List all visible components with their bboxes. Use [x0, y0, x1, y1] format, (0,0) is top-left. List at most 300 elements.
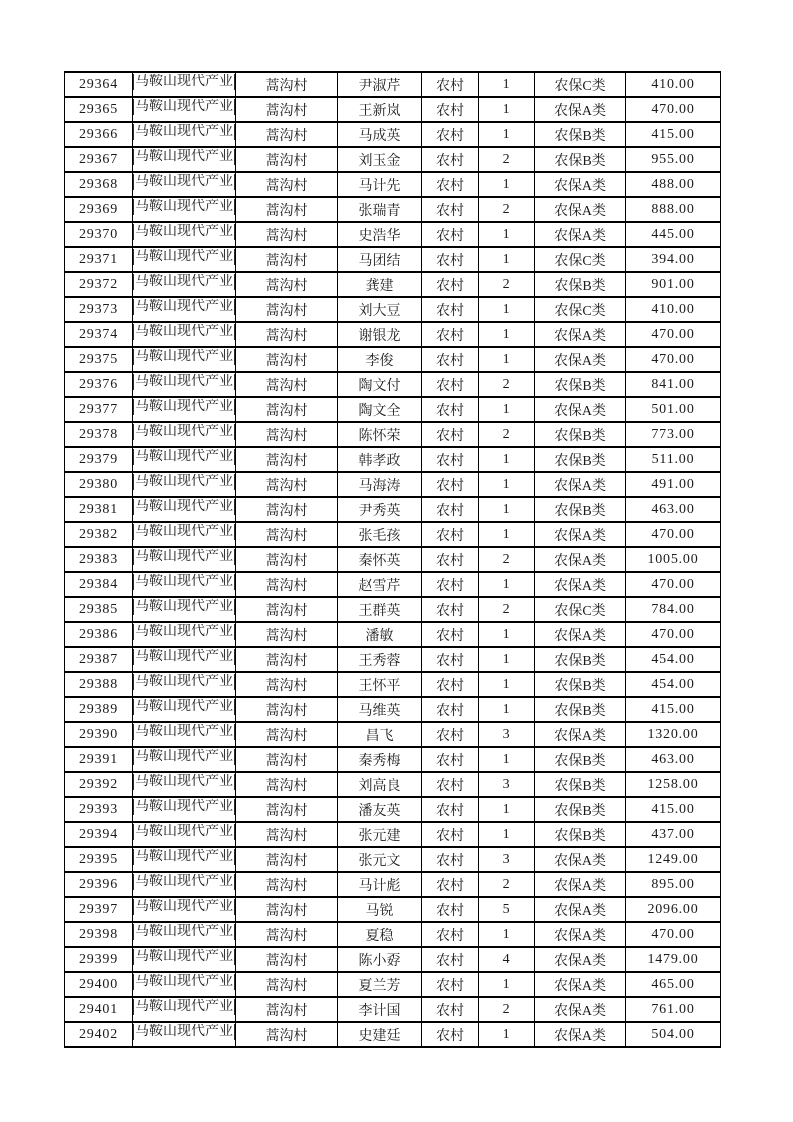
cell-category: 农村: [422, 597, 479, 622]
cell-village: 蒿沟村: [236, 372, 338, 397]
cell-person-name: 昌飞: [338, 722, 422, 747]
table-row: [65, 672, 721, 697]
cell-person-count: 1: [479, 672, 535, 697]
cell-insurance-type: 农保B类: [535, 122, 626, 147]
cell-amount: 1249.00: [626, 847, 721, 872]
cell-insurance-type: 农保B类: [535, 422, 626, 447]
cell-insurance-type: 农保A类: [535, 222, 626, 247]
organization-clipped-text: 马鞍山现代产业: [135, 799, 233, 814]
organization-clipped-text: 马鞍山现代产业: [135, 124, 233, 139]
organization-clipped-text: 马鞍山现代产业: [135, 574, 233, 589]
cell-serial-number: 29395: [65, 847, 133, 872]
cell-village: 蒿沟村: [236, 872, 338, 897]
organization-clipped-text: 马鞍山现代产业: [135, 674, 233, 689]
cell-insurance-type: 农保A类: [535, 922, 626, 947]
cell-amount: 784.00: [626, 597, 721, 622]
cell-serial-number: 29394: [65, 822, 133, 847]
cell-serial-number: 29374: [65, 322, 133, 347]
cell-amount: 470.00: [626, 522, 721, 547]
cell-amount: 437.00: [626, 822, 721, 847]
organization-clipped-text: 马鞍山现代产业: [135, 1024, 233, 1039]
cell-organization: [133, 147, 236, 172]
table-row: [65, 447, 721, 472]
cell-person-name: 李计国: [338, 997, 422, 1022]
table-row: [65, 722, 721, 747]
cell-insurance-type: 农保C类: [535, 247, 626, 272]
cell-village: 蒿沟村: [236, 147, 338, 172]
cell-organization: [133, 972, 236, 997]
cell-category: 农村: [422, 247, 479, 272]
cell-insurance-type: 农保A类: [535, 472, 626, 497]
cell-person-count: 1: [479, 472, 535, 497]
cell-village: 蒿沟村: [236, 747, 338, 772]
cell-village: 蒿沟村: [236, 572, 338, 597]
cell-amount: 465.00: [626, 972, 721, 997]
cell-category: 农村: [422, 872, 479, 897]
cell-category: 农村: [422, 747, 479, 772]
organization-clipped-text: 马鞍山现代产业: [135, 749, 233, 764]
cell-insurance-type: 农保C类: [535, 297, 626, 322]
cell-category: 农村: [422, 622, 479, 647]
cell-village: 蒿沟村: [236, 797, 338, 822]
cell-insurance-type: 农保B类: [535, 747, 626, 772]
cell-amount: 2096.00: [626, 897, 721, 922]
cell-category: 农村: [422, 147, 479, 172]
cell-amount: 1005.00: [626, 547, 721, 572]
cell-category: 农村: [422, 422, 479, 447]
cell-person-name: 夏稳: [338, 922, 422, 947]
cell-organization: [133, 597, 236, 622]
cell-category: 农村: [422, 797, 479, 822]
cell-person-count: 1: [479, 122, 535, 147]
cell-insurance-type: 农保A类: [535, 97, 626, 122]
cell-serial-number: 29387: [65, 647, 133, 672]
cell-person-name: 秦秀梅: [338, 747, 422, 772]
cell-village: 蒿沟村: [236, 622, 338, 647]
cell-person-name: 王秀蓉: [338, 647, 422, 672]
table-row: [65, 847, 721, 872]
cell-organization: [133, 447, 236, 472]
cell-person-name: 潘友英: [338, 797, 422, 822]
cell-serial-number: 29388: [65, 672, 133, 697]
cell-organization: [133, 1022, 236, 1047]
cell-village: 蒿沟村: [236, 647, 338, 672]
cell-person-name: 史浩华: [338, 222, 422, 247]
cell-organization: [133, 172, 236, 197]
cell-category: 农村: [422, 297, 479, 322]
table-row: [65, 972, 721, 997]
cell-organization: [133, 747, 236, 772]
cell-person-count: 1: [479, 172, 535, 197]
cell-person-name: 马计彪: [338, 872, 422, 897]
cell-village: 蒿沟村: [236, 847, 338, 872]
cell-organization: [133, 322, 236, 347]
cell-organization: [133, 222, 236, 247]
cell-person-count: 1: [479, 1022, 535, 1047]
cell-amount: 415.00: [626, 697, 721, 722]
cell-amount: 761.00: [626, 997, 721, 1022]
table-row: [65, 797, 721, 822]
cell-serial-number: 29378: [65, 422, 133, 447]
cell-organization: [133, 122, 236, 147]
cell-person-count: 2: [479, 547, 535, 572]
cell-serial-number: 29391: [65, 747, 133, 772]
cell-serial-number: 29384: [65, 572, 133, 597]
organization-clipped-text: 马鞍山现代产业: [135, 174, 233, 189]
table-row: [65, 922, 721, 947]
cell-organization: [133, 847, 236, 872]
cell-amount: 773.00: [626, 422, 721, 447]
table-row: [65, 397, 721, 422]
cell-village: 蒿沟村: [236, 997, 338, 1022]
cell-amount: 491.00: [626, 472, 721, 497]
cell-person-count: 2: [479, 872, 535, 897]
pension-payment-table: [64, 71, 721, 1048]
cell-amount: 470.00: [626, 347, 721, 372]
cell-amount: 470.00: [626, 622, 721, 647]
table-row: [65, 197, 721, 222]
table-row: [65, 872, 721, 897]
cell-village: 蒿沟村: [236, 822, 338, 847]
cell-serial-number: 29397: [65, 897, 133, 922]
cell-serial-number: 29367: [65, 147, 133, 172]
cell-organization: [133, 947, 236, 972]
table-row: [65, 522, 721, 547]
table-row: [65, 422, 721, 447]
cell-person-count: 1: [479, 622, 535, 647]
cell-insurance-type: 农保B类: [535, 697, 626, 722]
cell-amount: 470.00: [626, 97, 721, 122]
cell-serial-number: 29385: [65, 597, 133, 622]
cell-amount: 463.00: [626, 497, 721, 522]
cell-village: 蒿沟村: [236, 597, 338, 622]
cell-insurance-type: 农保B类: [535, 447, 626, 472]
cell-organization: [133, 772, 236, 797]
cell-insurance-type: 农保B类: [535, 822, 626, 847]
cell-organization: [133, 997, 236, 1022]
cell-insurance-type: 农保A类: [535, 522, 626, 547]
organization-clipped-text: 马鞍山现代产业: [135, 274, 233, 289]
cell-serial-number: 29400: [65, 972, 133, 997]
organization-clipped-text: 马鞍山现代产业: [135, 599, 233, 614]
cell-organization: [133, 472, 236, 497]
cell-insurance-type: 农保A类: [535, 622, 626, 647]
cell-amount: 445.00: [626, 222, 721, 247]
cell-amount: 1479.00: [626, 947, 721, 972]
cell-organization: [133, 672, 236, 697]
cell-village: 蒿沟村: [236, 922, 338, 947]
cell-person-count: 1: [479, 922, 535, 947]
cell-village: 蒿沟村: [236, 397, 338, 422]
table-row: [65, 622, 721, 647]
organization-clipped-text: 马鞍山现代产业: [135, 249, 233, 264]
cell-person-count: 2: [479, 197, 535, 222]
cell-serial-number: 29382: [65, 522, 133, 547]
cell-organization: [133, 897, 236, 922]
organization-clipped-text: 马鞍山现代产业: [135, 374, 233, 389]
table-row: [65, 247, 721, 272]
table-row: [65, 997, 721, 1022]
table-row: [65, 122, 721, 147]
cell-village: 蒿沟村: [236, 672, 338, 697]
cell-category: 农村: [422, 272, 479, 297]
table-body: [65, 72, 721, 1047]
organization-clipped-text: 马鞍山现代产业: [135, 999, 233, 1014]
organization-clipped-text: 马鞍山现代产业: [135, 199, 233, 214]
table-row: [65, 322, 721, 347]
cell-person-count: 1: [479, 522, 535, 547]
cell-person-count: 1: [479, 747, 535, 772]
cell-person-name: 李俊: [338, 347, 422, 372]
cell-category: 农村: [422, 197, 479, 222]
organization-clipped-text: 马鞍山现代产业: [135, 499, 233, 514]
cell-amount: 504.00: [626, 1022, 721, 1047]
organization-clipped-text: 马鞍山现代产业: [135, 699, 233, 714]
cell-insurance-type: 农保A类: [535, 872, 626, 897]
cell-category: 农村: [422, 322, 479, 347]
table-row: [65, 1022, 721, 1047]
cell-person-count: 2: [479, 372, 535, 397]
cell-person-name: 韩孝政: [338, 447, 422, 472]
cell-person-name: 尹淑芹: [338, 72, 422, 97]
organization-clipped-text: 马鞍山现代产业: [135, 974, 233, 989]
cell-person-name: 刘玉金: [338, 147, 422, 172]
cell-insurance-type: 农保A类: [535, 847, 626, 872]
cell-person-name: 马锐: [338, 897, 422, 922]
cell-organization: [133, 522, 236, 547]
cell-person-count: 2: [479, 422, 535, 447]
cell-village: 蒿沟村: [236, 122, 338, 147]
cell-person-count: 1: [479, 697, 535, 722]
cell-person-name: 龚建: [338, 272, 422, 297]
table-row: [65, 222, 721, 247]
cell-category: 农村: [422, 672, 479, 697]
cell-organization: [133, 422, 236, 447]
cell-person-count: 2: [479, 147, 535, 172]
cell-person-count: 1: [479, 72, 535, 97]
cell-village: 蒿沟村: [236, 322, 338, 347]
cell-village: 蒿沟村: [236, 97, 338, 122]
cell-serial-number: 29366: [65, 122, 133, 147]
cell-village: 蒿沟村: [236, 172, 338, 197]
cell-person-count: 3: [479, 847, 535, 872]
cell-serial-number: 29393: [65, 797, 133, 822]
cell-person-name: 秦怀英: [338, 547, 422, 572]
cell-person-name: 马团结: [338, 247, 422, 272]
cell-organization: [133, 872, 236, 897]
cell-serial-number: 29396: [65, 872, 133, 897]
table-row: [65, 147, 721, 172]
cell-village: 蒿沟村: [236, 522, 338, 547]
cell-person-count: 2: [479, 997, 535, 1022]
cell-insurance-type: 农保A类: [535, 972, 626, 997]
cell-person-name: 陈怀荣: [338, 422, 422, 447]
cell-organization: [133, 797, 236, 822]
table-row: [65, 347, 721, 372]
cell-amount: 895.00: [626, 872, 721, 897]
cell-village: 蒿沟村: [236, 222, 338, 247]
cell-category: 农村: [422, 547, 479, 572]
cell-village: 蒿沟村: [236, 272, 338, 297]
cell-organization: [133, 247, 236, 272]
cell-person-count: 1: [479, 347, 535, 372]
cell-insurance-type: 农保C类: [535, 72, 626, 97]
cell-person-name: 张瑞青: [338, 197, 422, 222]
cell-organization: [133, 97, 236, 122]
cell-person-count: 1: [479, 322, 535, 347]
table-row: [65, 497, 721, 522]
cell-insurance-type: 农保A类: [535, 1022, 626, 1047]
table-row: [65, 547, 721, 572]
cell-category: 农村: [422, 697, 479, 722]
organization-clipped-text: 马鞍山现代产业: [135, 299, 233, 314]
cell-insurance-type: 农保A类: [535, 897, 626, 922]
cell-amount: 511.00: [626, 447, 721, 472]
cell-amount: 410.00: [626, 297, 721, 322]
cell-person-count: 5: [479, 897, 535, 922]
cell-category: 农村: [422, 722, 479, 747]
table-row: [65, 772, 721, 797]
table-row: [65, 272, 721, 297]
table-row: [65, 72, 721, 97]
cell-amount: 955.00: [626, 147, 721, 172]
cell-person-count: 3: [479, 772, 535, 797]
cell-insurance-type: 农保A类: [535, 197, 626, 222]
cell-category: 农村: [422, 97, 479, 122]
cell-amount: 1258.00: [626, 772, 721, 797]
cell-amount: 415.00: [626, 797, 721, 822]
cell-person-count: 2: [479, 597, 535, 622]
organization-clipped-text: 马鞍山现代产业: [135, 824, 233, 839]
cell-village: 蒿沟村: [236, 722, 338, 747]
cell-serial-number: 29368: [65, 172, 133, 197]
cell-village: 蒿沟村: [236, 422, 338, 447]
table-row: [65, 747, 721, 772]
organization-clipped-text: 马鞍山现代产业: [135, 874, 233, 889]
cell-serial-number: 29389: [65, 697, 133, 722]
organization-clipped-text: 马鞍山现代产业: [135, 649, 233, 664]
cell-organization: [133, 347, 236, 372]
cell-insurance-type: 农保A类: [535, 997, 626, 1022]
cell-amount: 888.00: [626, 197, 721, 222]
table-row: [65, 897, 721, 922]
organization-clipped-text: 马鞍山现代产业: [135, 549, 233, 564]
cell-person-name: 陈小孬: [338, 947, 422, 972]
cell-person-name: 马计先: [338, 172, 422, 197]
cell-village: 蒿沟村: [236, 197, 338, 222]
cell-organization: [133, 722, 236, 747]
organization-clipped-text: 马鞍山现代产业: [135, 324, 233, 339]
cell-organization: [133, 397, 236, 422]
organization-clipped-text: 马鞍山现代产业: [135, 449, 233, 464]
cell-serial-number: 29392: [65, 772, 133, 797]
cell-insurance-type: 农保A类: [535, 397, 626, 422]
cell-serial-number: 29369: [65, 197, 133, 222]
organization-clipped-text: 马鞍山现代产业: [135, 424, 233, 439]
cell-serial-number: 29401: [65, 997, 133, 1022]
cell-organization: [133, 297, 236, 322]
cell-organization: [133, 922, 236, 947]
cell-insurance-type: 农保B类: [535, 672, 626, 697]
organization-clipped-text: 马鞍山现代产业: [135, 774, 233, 789]
cell-amount: 470.00: [626, 322, 721, 347]
cell-amount: 501.00: [626, 397, 721, 422]
table-row: [65, 472, 721, 497]
cell-village: 蒿沟村: [236, 447, 338, 472]
cell-village: 蒿沟村: [236, 297, 338, 322]
cell-person-name: 刘大豆: [338, 297, 422, 322]
cell-insurance-type: 农保B类: [535, 772, 626, 797]
cell-amount: 901.00: [626, 272, 721, 297]
cell-person-name: 张元建: [338, 822, 422, 847]
cell-person-name: 赵雪芹: [338, 572, 422, 597]
cell-person-name: 马成英: [338, 122, 422, 147]
table-row: [65, 947, 721, 972]
cell-category: 农村: [422, 372, 479, 397]
organization-clipped-text: 马鞍山现代产业: [135, 349, 233, 364]
organization-clipped-text: 马鞍山现代产业: [135, 74, 233, 89]
organization-clipped-text: 马鞍山现代产业: [135, 899, 233, 914]
cell-insurance-type: 农保A类: [535, 572, 626, 597]
cell-insurance-type: 农保B类: [535, 272, 626, 297]
table-row: [65, 172, 721, 197]
table-row: [65, 597, 721, 622]
cell-serial-number: 29398: [65, 922, 133, 947]
cell-serial-number: 29383: [65, 547, 133, 572]
organization-clipped-text: 马鞍山现代产业: [135, 724, 233, 739]
cell-person-count: 1: [479, 97, 535, 122]
cell-person-count: 1: [479, 397, 535, 422]
cell-organization: [133, 372, 236, 397]
cell-category: 农村: [422, 172, 479, 197]
organization-clipped-text: 马鞍山现代产业: [135, 849, 233, 864]
table-row: [65, 572, 721, 597]
cell-amount: 454.00: [626, 647, 721, 672]
cell-person-count: 1: [479, 247, 535, 272]
organization-clipped-text: 马鞍山现代产业: [135, 399, 233, 414]
cell-village: 蒿沟村: [236, 947, 338, 972]
cell-person-count: 1: [479, 222, 535, 247]
cell-category: 农村: [422, 997, 479, 1022]
cell-person-name: 马维英: [338, 697, 422, 722]
organization-clipped-text: 马鞍山现代产业: [135, 224, 233, 239]
cell-person-name: 张元文: [338, 847, 422, 872]
cell-person-name: 史建廷: [338, 1022, 422, 1047]
organization-clipped-text: 马鞍山现代产业: [135, 924, 233, 939]
cell-serial-number: 29370: [65, 222, 133, 247]
cell-category: 农村: [422, 522, 479, 547]
organization-clipped-text: 马鞍山现代产业: [135, 624, 233, 639]
cell-category: 农村: [422, 572, 479, 597]
table-row: [65, 647, 721, 672]
cell-person-name: 王怀平: [338, 672, 422, 697]
cell-person-count: 1: [479, 647, 535, 672]
cell-village: 蒿沟村: [236, 697, 338, 722]
cell-person-count: 1: [479, 822, 535, 847]
cell-organization: [133, 697, 236, 722]
cell-category: 农村: [422, 772, 479, 797]
cell-organization: [133, 647, 236, 672]
cell-category: 农村: [422, 397, 479, 422]
cell-category: 农村: [422, 72, 479, 97]
cell-person-count: 1: [479, 972, 535, 997]
cell-person-count: 1: [479, 572, 535, 597]
cell-organization: [133, 197, 236, 222]
cell-village: 蒿沟村: [236, 772, 338, 797]
cell-person-name: 谢银龙: [338, 322, 422, 347]
cell-village: 蒿沟村: [236, 1022, 338, 1047]
organization-clipped-text: 马鞍山现代产业: [135, 149, 233, 164]
